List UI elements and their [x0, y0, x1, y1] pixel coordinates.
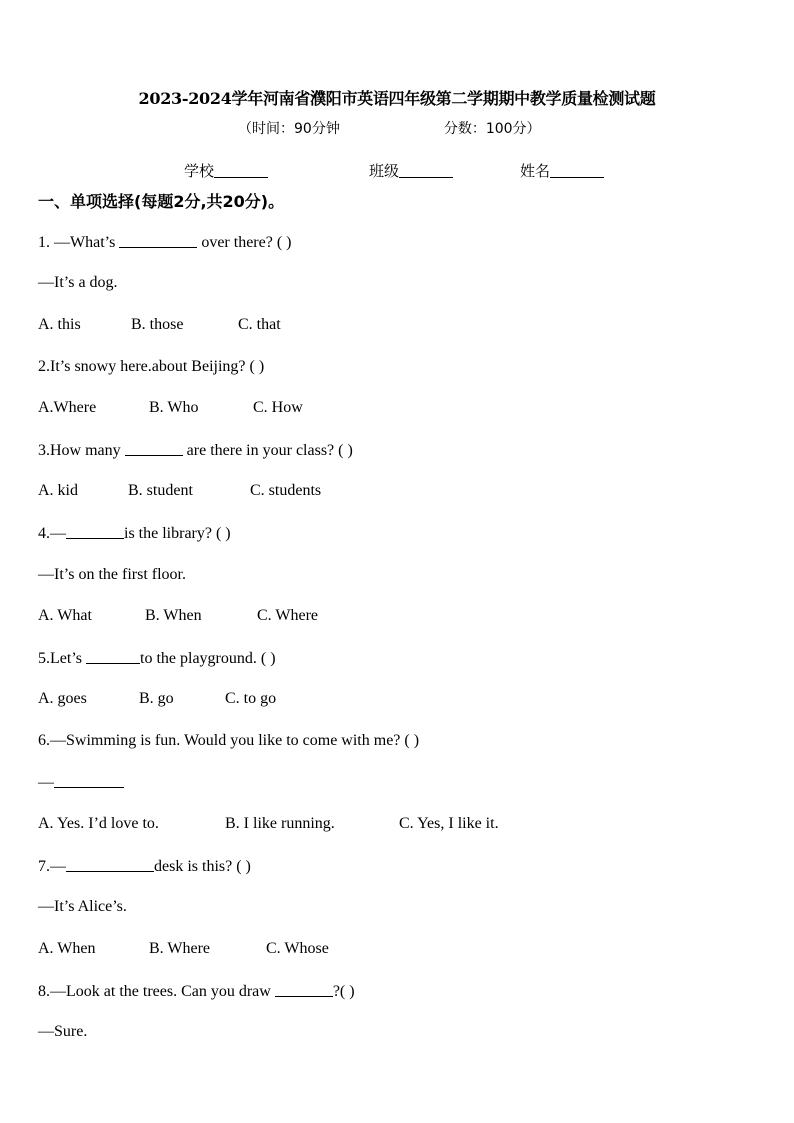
option-c[interactable]: C. to go [225, 690, 277, 707]
question-text: to the playground. ( ) [140, 650, 276, 667]
option-a[interactable]: A.Where [38, 399, 97, 416]
school-field [184, 160, 268, 181]
school-blank[interactable] [214, 163, 268, 178]
question-1 [38, 233, 292, 252]
question-text: 4.— [38, 525, 66, 542]
answer-blank[interactable] [66, 857, 154, 872]
options-6 [38, 815, 499, 833]
options-4 [38, 607, 318, 625]
school-label: 学校 [184, 162, 215, 180]
question-text: 7.— [38, 858, 66, 875]
class-field [369, 160, 453, 181]
score-info: 分数：100分） [443, 121, 541, 137]
options-2 [38, 399, 303, 417]
answer-blank[interactable] [119, 233, 197, 248]
option-c[interactable]: C. Whose [266, 940, 329, 957]
option-a[interactable]: A. kid [38, 482, 78, 499]
question-8 [38, 982, 355, 1001]
options-5 [38, 690, 276, 708]
dialogue-line: —Sure. [38, 1023, 88, 1040]
option-a[interactable]: A. goes [38, 690, 87, 707]
option-c[interactable]: C. How [253, 399, 303, 416]
dialogue-line: —It’s a dog. [38, 274, 118, 291]
dialogue-line [38, 773, 124, 792]
question-text: over there? ( ) [201, 234, 292, 251]
option-c[interactable]: C. Yes, I like it. [399, 815, 499, 832]
question-number: 1. [38, 234, 50, 251]
options-7 [38, 940, 329, 958]
option-b[interactable]: B. student [128, 482, 193, 499]
question-7 [38, 857, 251, 876]
name-blank[interactable] [550, 163, 604, 178]
option-b[interactable]: B. go [139, 690, 174, 707]
answer-blank[interactable] [66, 524, 124, 539]
question-text: is the library? ( ) [124, 525, 231, 542]
question-text: desk is this? ( ) [154, 858, 251, 875]
question-4 [38, 524, 231, 543]
class-label: 班级 [369, 162, 400, 180]
options-1 [38, 316, 281, 334]
option-b[interactable]: B. Who [149, 399, 199, 416]
option-a[interactable]: A. Yes. I’d love to. [38, 815, 159, 832]
option-a[interactable]: A. What [38, 607, 92, 624]
question-5 [38, 649, 276, 668]
exam-subtitle [238, 118, 541, 138]
dialogue-line: —It’s on the first floor. [38, 566, 186, 583]
option-a[interactable]: A. When [38, 940, 96, 957]
section-heading: 一、单项选择(每题2分,共20分)。 [38, 192, 285, 211]
question-2: 2.It’s snowy here.about Beijing? ( ) [38, 358, 265, 375]
question-6: 6.—Swimming is fun. Would you like to come with me? ( ) [38, 732, 420, 749]
name-label: 姓名 [520, 162, 551, 180]
answer-blank[interactable] [54, 773, 124, 788]
option-b[interactable]: B. When [145, 607, 202, 624]
question-text: 3.How many [38, 442, 121, 459]
option-c[interactable]: C. students [250, 482, 322, 499]
option-a[interactable]: A. this [38, 316, 81, 333]
question-text: 8.—Look at the trees. Can you draw [38, 983, 271, 1000]
option-b[interactable]: B. Where [149, 940, 211, 957]
name-field [520, 160, 604, 181]
answer-blank[interactable] [275, 982, 333, 997]
time-info: （时间：90分钟 [238, 121, 340, 137]
question-text: ?( ) [332, 983, 355, 1000]
question-3 [38, 441, 353, 460]
answer-blank[interactable] [125, 441, 183, 456]
dialogue-dash: — [38, 774, 54, 791]
option-b[interactable]: B. I like running. [225, 815, 335, 832]
options-3 [38, 482, 321, 500]
question-text: —What’s [54, 234, 116, 251]
class-blank[interactable] [399, 163, 453, 178]
option-c[interactable]: C. that [238, 316, 281, 333]
exam-title: 2023-2024学年河南省濮阳市英语四年级第二学期期中教学质量检测试题 [138, 89, 656, 108]
dialogue-line: —It’s Alice’s. [38, 898, 127, 915]
option-c[interactable]: C. Where [257, 607, 319, 624]
question-text: 5.Let’s [38, 650, 82, 667]
answer-blank[interactable] [86, 649, 140, 664]
option-b[interactable]: B. those [131, 316, 184, 333]
question-text: are there in your class? ( ) [186, 442, 353, 459]
